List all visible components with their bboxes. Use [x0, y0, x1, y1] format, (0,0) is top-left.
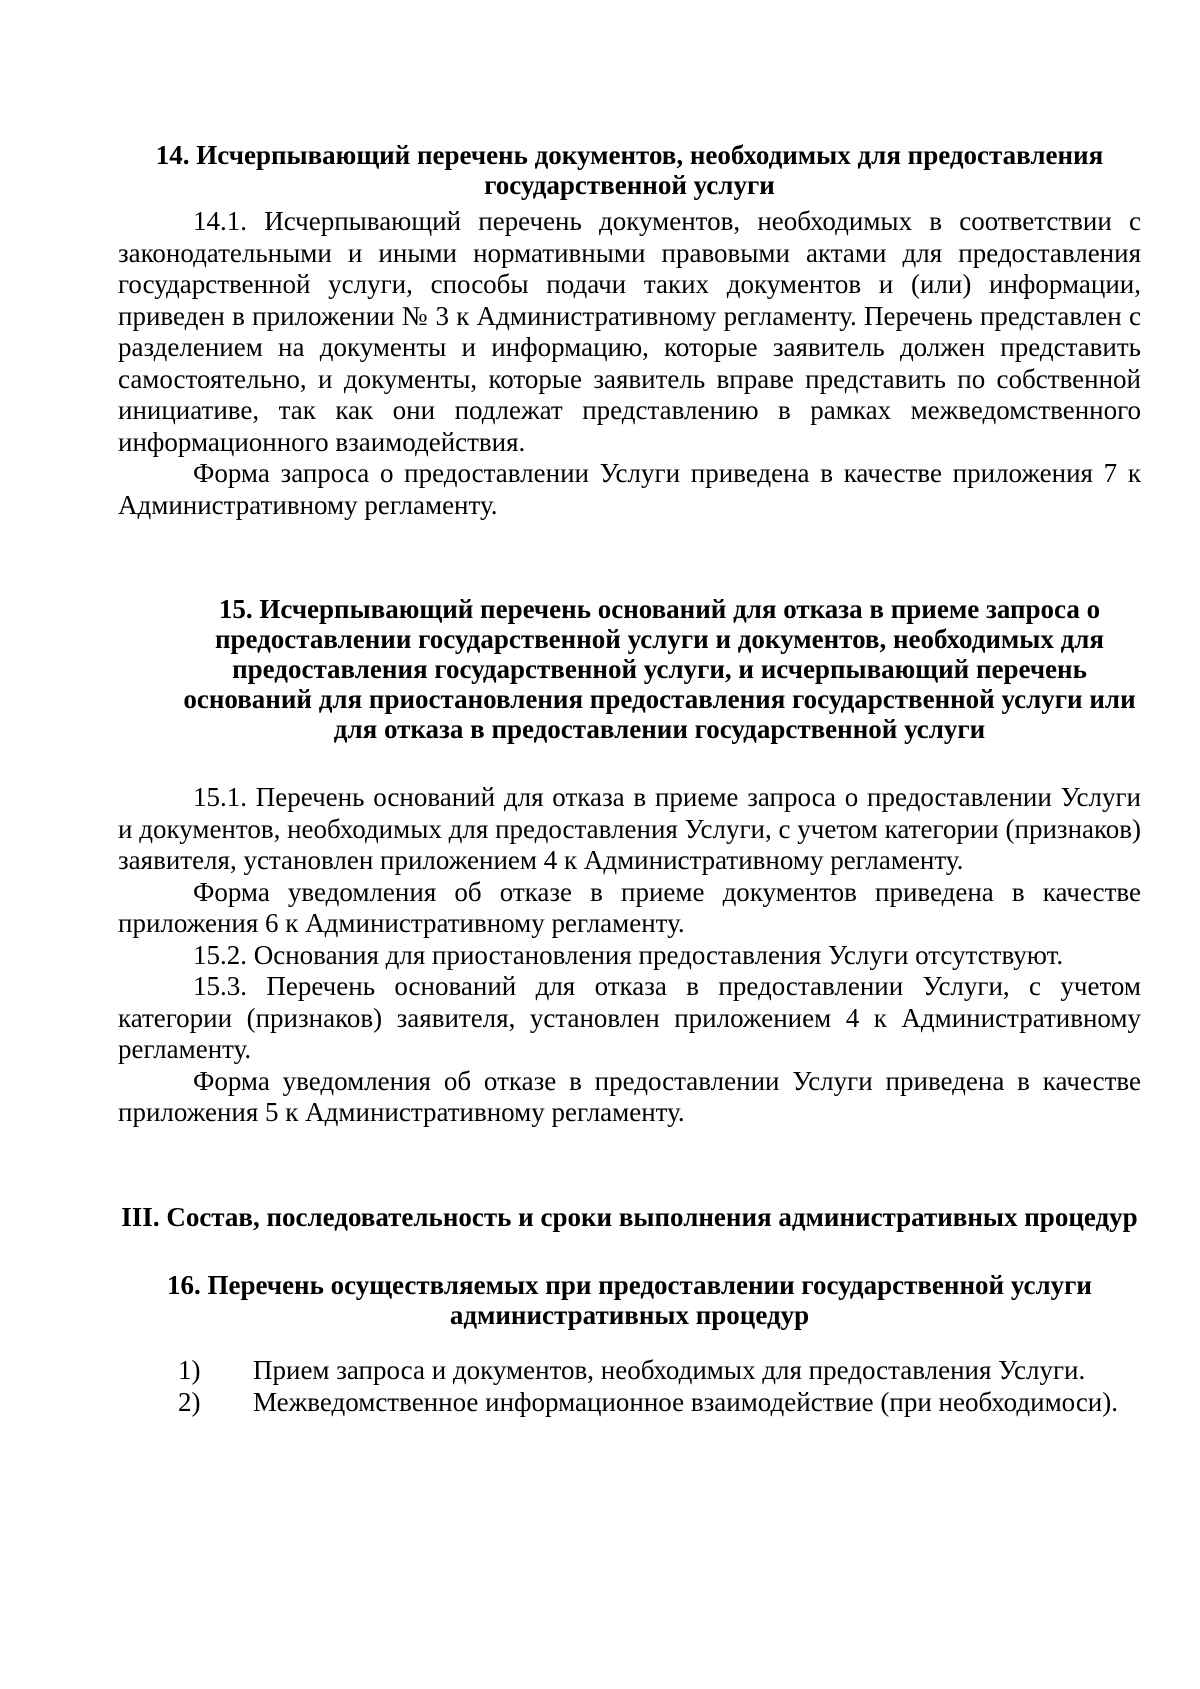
section-15-paragraph-3: 15.2. Основания для приостановления предоставления Услуги отсутствуют. — [193, 939, 1064, 970]
section-15-heading: 15. Исчерпывающий перечень оснований для отказа в приеме запроса о предоставлении государственной услуги и документов, необходимых для предоставления государственной услуги, и исчерпывающий перечень оснований для приостановления предоставления государственной услуги или для отказа в предоставлении государственной услуги — [183, 594, 1136, 744]
section-14-paragraph-1: 14.1. Исчерпывающий перечень документов, необходимых в соответствии с законодательными и иными нормативными правовыми актами для предоставления государственной услуги, способы подачи таких документов и (или) информации, приведен в приложении № 3 к Административному регламенту. Перечень представлен с разделением на документы и информацию, которые заявитель должен представить самостоятельно, и документы, которые заявитель вправе представить по собственной инициативе, так как они подлежат представлению в рамках межведомственного информационного взаимодействия. — [118, 206, 1141, 457]
list-item-number: 1) — [178, 1354, 201, 1385]
list-item — [118, 1354, 1141, 1386]
section-16-heading: 16. Перечень осуществляемых при предоставлении государственной услуги административных процедур — [167, 1269, 1092, 1330]
section-15-paragraph-4: 15.3. Перечень оснований для отказа в предоставлении Услуги, с учетом категории (признаков) заявителя, установлен приложением 4 к Административному регламенту. — [118, 971, 1141, 1064]
section-15-paragraph-1: 15.1. Перечень оснований для отказа в приеме запроса о предоставлении Услуги и документов, необходимых для предоставления Услуги, с учетом категории (признаков) заявителя, установлен приложением 4 к Административному регламенту. — [118, 782, 1141, 875]
chapter-3-heading: III. Состав, последовательность и сроки выполнения административных процедур — [121, 1201, 1138, 1232]
section-15-paragraph-5: Форма уведомления об отказе в предоставлении Услуги приведена в качестве приложения 5 к Административному регламенту. — [118, 1065, 1141, 1127]
list-item-text: Прием запроса и документов, необходимых для предоставления Услуги. — [253, 1354, 1086, 1385]
list-item-text: Межведомственное информационное взаимодействие (при необходимоси). — [253, 1386, 1119, 1417]
list-item-number: 2) — [178, 1386, 201, 1417]
section-14-heading: 14. Исчерпывающий перечень документов, необходимых для предоставления государственной услуги — [155, 140, 1104, 200]
list-item — [118, 1386, 1141, 1418]
procedures-list — [118, 1354, 1141, 1418]
section-14-paragraph-2: Форма запроса о предоставлении Услуги приведена в качестве приложения 7 к Административному регламенту. — [118, 458, 1141, 520]
document-page — [118, 140, 1141, 1418]
section-15-paragraph-2: Форма уведомления об отказе в приеме документов приведена в качестве приложения 6 к Административному регламенту. — [118, 876, 1141, 938]
